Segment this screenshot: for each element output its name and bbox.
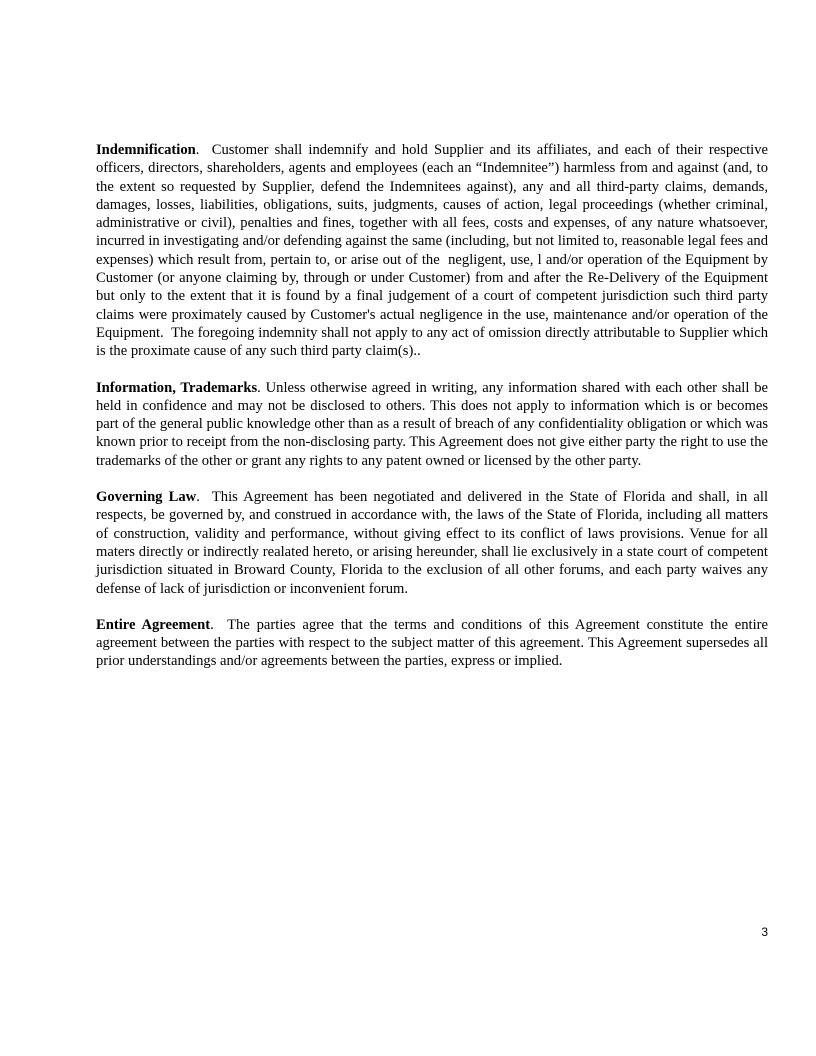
section-heading: Entire Agreement <box>96 616 211 633</box>
section-body: Unless otherwise agreed in writing, any information shared with each other shall be held in confidence and may not be disclosed to others. This does not apply to information which is or becomes part of the general public knowledge other than as a result of breach of any confidentiality obligation or which was known prior to receipt from the non-disclosing party. This Agreement does not give either party the right to use the trademarks of the other or grant any rights to any patent owned or licensed by the other party. <box>96 379 772 469</box>
section-entire-agreement <box>96 616 772 671</box>
section-heading-punct: . <box>210 616 214 633</box>
section-heading-punct: . <box>257 379 261 396</box>
section-body: This Agreement has been negotiated and delivered in the State of Florida and shall, in all respects, be governed by, and construed in accordance with, the laws of the State of Florida, including all matters of construction, validity and performance, without giving effect to its conflict of laws provisions. Venue for all maters directly or indirectly realated hereto, or arising hereunder, shall lie exclusively in a state court of competent jurisdiction situated in Broward County, Florida to the exclusion of all other forums, and each party waives any defense of lack of jurisdiction or inconvenient forum. <box>96 489 772 597</box>
section-heading: Governing Law <box>96 489 197 506</box>
section-heading-punct: . <box>196 489 200 506</box>
section-heading-punct: . <box>195 142 200 158</box>
document-body <box>96 141 772 689</box>
section-heading: Information, Trademarks <box>96 379 258 396</box>
section-body: The parties agree that the terms and conditions of this Agreement constitute the entire agreement between the parties with respect to the subject matter of this agreement. This Agreement supersedes all prior understandings and/or agreements between the parties, express or implied. <box>96 616 772 670</box>
section-heading: Indemnification <box>96 142 196 158</box>
section-indemnification <box>96 141 772 361</box>
section-information-trademarks <box>96 379 772 470</box>
section-body: Customer shall indemnify and hold Supplier and its affiliates, and each of their respective officers, directors, shareholders, agents and employees (each an “Indemnitee”) harmless from and against (and, to the extent so requested by Supplier, defend the Indemnitees against), any and all third-party claims, demands, damages, losses, liabilities, obligations, suits, judgments, causes of action, legal proceedings (whether criminal, administrative or civil), penalties and fines, together with all fees, costs and expenses, of any nature whatsoever, incurred in investigating and/or defending against the same (including, but not limited to, reasonable legal fees and expenses) which result from, pertain to, or arise out of the negligent, use, l and/or operation of the Equipment by Customer (or anyone claiming by, through or under Customer) from and after the Re-Delivery of the Equipment but only to the extent that it is found by a final judgement of a court of competent jurisdiction such third party claims were proximately caused by Customer's actual negligence in the use, maintenance and/or operation of the Equipment. The foregoing indemnity shall not apply to any act of omission directly attributable to Supplier which is the proximate cause of any such third party claim(s).. <box>96 142 772 360</box>
section-governing-law <box>96 488 772 598</box>
page-number: 3 <box>761 925 768 939</box>
